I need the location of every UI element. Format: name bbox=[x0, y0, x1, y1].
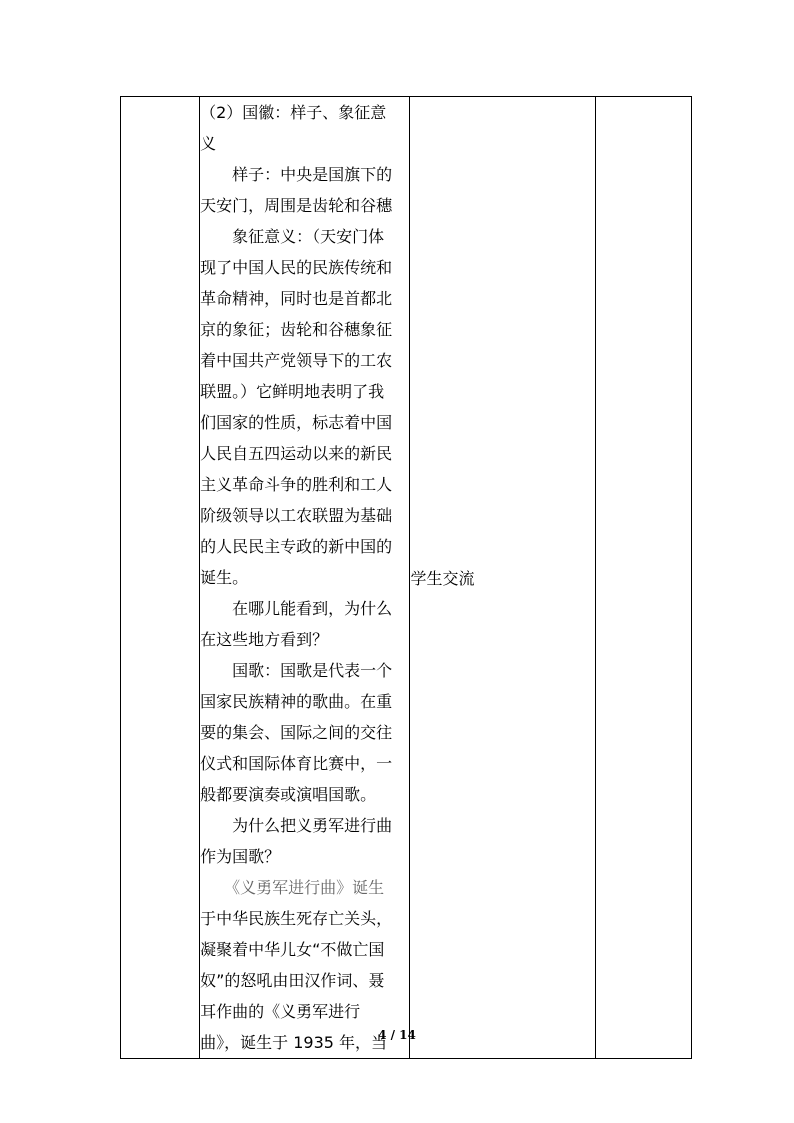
lesson-table bbox=[120, 96, 692, 1059]
content-line: 诞生。 bbox=[200, 568, 249, 587]
content-line: 义 bbox=[200, 134, 217, 153]
content-line: 们国家的性质，标志着中国 bbox=[200, 413, 393, 432]
content-line: 耳作曲的《义勇军进行 bbox=[200, 1002, 361, 1021]
content-line: 要的集会、国际之间的交往 bbox=[200, 723, 393, 742]
content-line: 主义革命斗争的胜利和工人 bbox=[200, 475, 393, 494]
content-line: 仪式和国际体育比赛中，一 bbox=[200, 754, 393, 773]
content-line: 着中国共产党领导下的工农 bbox=[200, 351, 393, 370]
content-line: 天安门，周围是齿轮和谷穗 bbox=[200, 196, 393, 215]
content-line: 人民自五四运动以来的新民 bbox=[200, 444, 393, 463]
content-line: 于中华民族生死存亡关头， bbox=[200, 909, 393, 928]
content-line: 样子：中央是国旗下的 bbox=[232, 165, 393, 184]
content-line: 国歌：国歌是代表一个 bbox=[232, 661, 393, 680]
content-line: 作为国歌？ bbox=[200, 847, 281, 866]
content-line: 的人民民主专政的新中国的 bbox=[200, 537, 393, 556]
content-line: 京的象征；齿轮和谷穗象征 bbox=[200, 320, 393, 339]
page-number: 4 / 14 bbox=[378, 1028, 416, 1042]
student-activity-text: 学生交流 bbox=[410, 569, 475, 588]
content-line: （2）国徽：样子、象征意 bbox=[200, 103, 387, 122]
content-line: 奴”的怒吼由田汉作词、聂 bbox=[200, 971, 385, 990]
content-line: 象征意义：（天安门体 bbox=[232, 227, 385, 246]
content-line: 阶级领导以工农联盟为基础 bbox=[200, 506, 393, 525]
empty-cell-right bbox=[595, 97, 691, 1059]
content-line: 曲》，诞生于 1935 年，当 bbox=[200, 1033, 388, 1052]
table-row bbox=[121, 97, 692, 1059]
empty-cell-left bbox=[121, 97, 200, 1059]
student-activity-cell bbox=[410, 97, 595, 1059]
content-line: 般都要演奏或演唱国歌。 bbox=[200, 785, 377, 804]
teaching-content-cell bbox=[200, 97, 410, 1059]
content-line: 国家民族精神的歌曲。在重 bbox=[200, 692, 393, 711]
content-line: 凝聚着中华儿女“不做亡国 bbox=[200, 940, 385, 959]
content-line: 现了中国人民的民族传统和 bbox=[200, 258, 393, 277]
content-line: 联盟。）它鲜明地表明了我 bbox=[200, 382, 385, 401]
content-line: 在这些地方看到？ bbox=[200, 630, 329, 649]
content-line: 在哪儿能看到，为什么 bbox=[232, 599, 393, 618]
content-line: 革命精神，同时也是首都北 bbox=[200, 289, 393, 308]
content-line: 为什么把义勇军进行曲 bbox=[232, 816, 393, 835]
content-line: 《义勇军进行曲》诞生 bbox=[224, 878, 385, 897]
